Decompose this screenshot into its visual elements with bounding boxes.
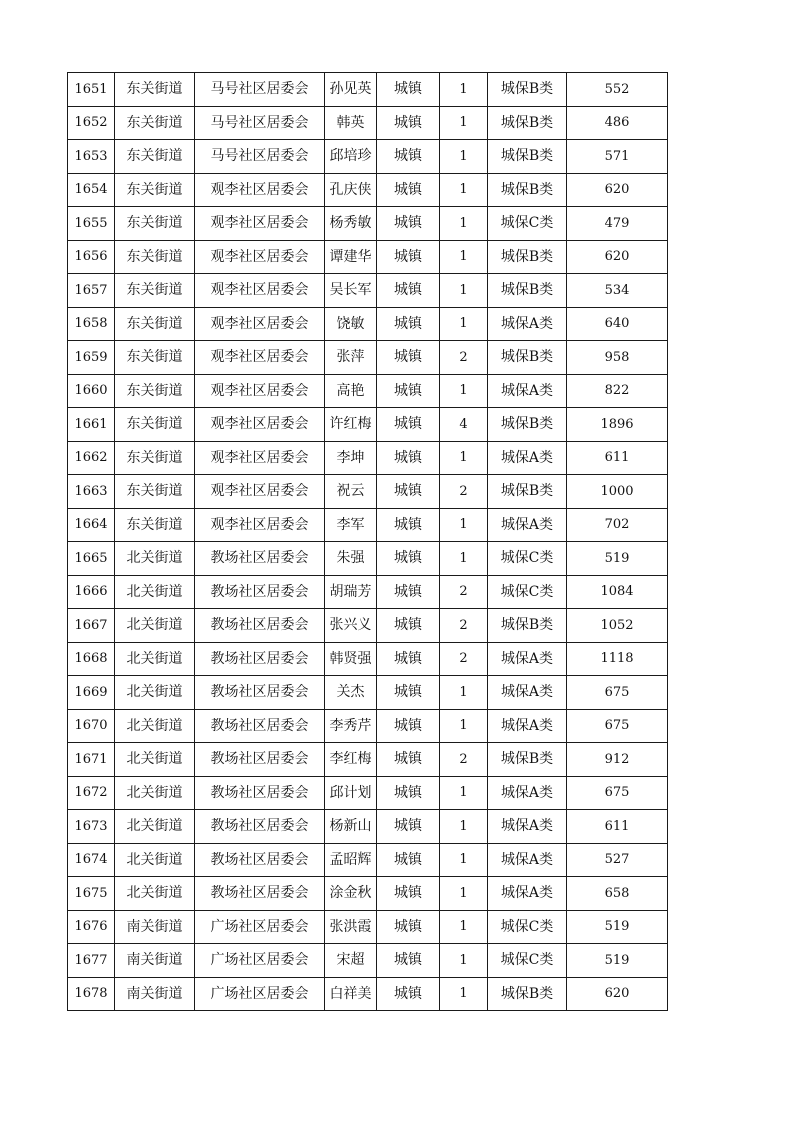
community-committee-cell: 教场社区居委会 [195, 843, 325, 877]
amount-cell: 1896 [567, 408, 668, 442]
community-committee-cell: 观李社区居委会 [195, 173, 325, 207]
amount-cell: 571 [567, 140, 668, 174]
community-committee-cell: 观李社区居委会 [195, 207, 325, 241]
table-row [68, 944, 668, 978]
street-cell: 北关街道 [115, 609, 195, 643]
row-number-cell: 1663 [68, 475, 115, 509]
household-count-cell: 2 [440, 642, 488, 676]
community-committee-cell: 观李社区居委会 [195, 341, 325, 375]
amount-cell: 1084 [567, 575, 668, 609]
area-type-cell: 城镇 [377, 274, 440, 308]
table-row [68, 776, 668, 810]
community-committee-cell: 教场社区居委会 [195, 642, 325, 676]
insurance-category-cell: 城保A类 [488, 642, 567, 676]
area-type-cell: 城镇 [377, 977, 440, 1011]
community-committee-cell: 观李社区居委会 [195, 307, 325, 341]
household-count-cell: 2 [440, 743, 488, 777]
street-cell: 东关街道 [115, 106, 195, 140]
amount-cell: 611 [567, 810, 668, 844]
row-number-cell: 1657 [68, 274, 115, 308]
street-cell: 东关街道 [115, 475, 195, 509]
insurance-category-cell: 城保A类 [488, 843, 567, 877]
insurance-category-cell: 城保A类 [488, 810, 567, 844]
amount-cell: 519 [567, 910, 668, 944]
amount-cell: 822 [567, 374, 668, 408]
name-cell: 祝云 [325, 475, 377, 509]
name-cell: 谭建华 [325, 240, 377, 274]
name-cell: 白祥美 [325, 977, 377, 1011]
insurance-category-cell: 城保C类 [488, 542, 567, 576]
area-type-cell: 城镇 [377, 709, 440, 743]
name-cell: 张兴义 [325, 609, 377, 643]
beneficiary-table [67, 72, 668, 1011]
community-committee-cell: 马号社区居委会 [195, 73, 325, 107]
community-committee-cell: 教场社区居委会 [195, 609, 325, 643]
table-row [68, 307, 668, 341]
community-committee-cell: 观李社区居委会 [195, 441, 325, 475]
table-row [68, 843, 668, 877]
area-type-cell: 城镇 [377, 676, 440, 710]
community-committee-cell: 观李社区居委会 [195, 475, 325, 509]
amount-cell: 1052 [567, 609, 668, 643]
household-count-cell: 1 [440, 307, 488, 341]
street-cell: 东关街道 [115, 73, 195, 107]
table-row [68, 810, 668, 844]
area-type-cell: 城镇 [377, 140, 440, 174]
insurance-category-cell: 城保B类 [488, 140, 567, 174]
insurance-category-cell: 城保A类 [488, 676, 567, 710]
row-number-cell: 1660 [68, 374, 115, 408]
street-cell: 南关街道 [115, 944, 195, 978]
street-cell: 北关街道 [115, 642, 195, 676]
table-row [68, 743, 668, 777]
table-row [68, 341, 668, 375]
row-number-cell: 1670 [68, 709, 115, 743]
area-type-cell: 城镇 [377, 542, 440, 576]
insurance-category-cell: 城保A类 [488, 877, 567, 911]
name-cell: 孟昭辉 [325, 843, 377, 877]
area-type-cell: 城镇 [377, 944, 440, 978]
amount-cell: 658 [567, 877, 668, 911]
street-cell: 北关街道 [115, 776, 195, 810]
street-cell: 东关街道 [115, 341, 195, 375]
insurance-category-cell: 城保C类 [488, 207, 567, 241]
insurance-category-cell: 城保B类 [488, 609, 567, 643]
community-committee-cell: 教场社区居委会 [195, 676, 325, 710]
name-cell: 李坤 [325, 441, 377, 475]
street-cell: 北关街道 [115, 877, 195, 911]
household-count-cell: 1 [440, 843, 488, 877]
amount-cell: 675 [567, 709, 668, 743]
household-count-cell: 1 [440, 877, 488, 911]
row-number-cell: 1673 [68, 810, 115, 844]
name-cell: 孔庆侠 [325, 173, 377, 207]
name-cell: 高艳 [325, 374, 377, 408]
table-row [68, 73, 668, 107]
area-type-cell: 城镇 [377, 642, 440, 676]
insurance-category-cell: 城保A类 [488, 374, 567, 408]
street-cell: 北关街道 [115, 575, 195, 609]
insurance-category-cell: 城保B类 [488, 240, 567, 274]
household-count-cell: 1 [440, 207, 488, 241]
street-cell: 北关街道 [115, 676, 195, 710]
area-type-cell: 城镇 [377, 207, 440, 241]
row-number-cell: 1654 [68, 173, 115, 207]
household-count-cell: 1 [440, 709, 488, 743]
row-number-cell: 1669 [68, 676, 115, 710]
row-number-cell: 1674 [68, 843, 115, 877]
street-cell: 东关街道 [115, 173, 195, 207]
name-cell: 关杰 [325, 676, 377, 710]
community-committee-cell: 教场社区居委会 [195, 542, 325, 576]
name-cell: 杨新山 [325, 810, 377, 844]
table-row [68, 106, 668, 140]
table-row [68, 709, 668, 743]
insurance-category-cell: 城保B类 [488, 341, 567, 375]
amount-cell: 519 [567, 542, 668, 576]
area-type-cell: 城镇 [377, 307, 440, 341]
street-cell: 北关街道 [115, 843, 195, 877]
amount-cell: 479 [567, 207, 668, 241]
area-type-cell: 城镇 [377, 877, 440, 911]
name-cell: 张洪霞 [325, 910, 377, 944]
insurance-category-cell: 城保C类 [488, 575, 567, 609]
household-count-cell: 1 [440, 676, 488, 710]
household-count-cell: 1 [440, 441, 488, 475]
community-committee-cell: 教场社区居委会 [195, 743, 325, 777]
row-number-cell: 1665 [68, 542, 115, 576]
household-count-cell: 1 [440, 106, 488, 140]
household-count-cell: 2 [440, 341, 488, 375]
street-cell: 东关街道 [115, 374, 195, 408]
table-row [68, 977, 668, 1011]
row-number-cell: 1651 [68, 73, 115, 107]
household-count-cell: 2 [440, 475, 488, 509]
table-row [68, 910, 668, 944]
community-committee-cell: 广场社区居委会 [195, 910, 325, 944]
street-cell: 南关街道 [115, 910, 195, 944]
table-row [68, 542, 668, 576]
table-body [68, 73, 668, 1011]
row-number-cell: 1653 [68, 140, 115, 174]
insurance-category-cell: 城保A类 [488, 307, 567, 341]
area-type-cell: 城镇 [377, 776, 440, 810]
street-cell: 东关街道 [115, 274, 195, 308]
name-cell: 饶敏 [325, 307, 377, 341]
area-type-cell: 城镇 [377, 374, 440, 408]
table-row [68, 240, 668, 274]
household-count-cell: 1 [440, 542, 488, 576]
street-cell: 东关街道 [115, 240, 195, 274]
table-row [68, 173, 668, 207]
row-number-cell: 1677 [68, 944, 115, 978]
amount-cell: 620 [567, 977, 668, 1011]
street-cell: 东关街道 [115, 207, 195, 241]
community-committee-cell: 马号社区居委会 [195, 140, 325, 174]
table-row [68, 374, 668, 408]
row-number-cell: 1658 [68, 307, 115, 341]
community-committee-cell: 观李社区居委会 [195, 274, 325, 308]
street-cell: 东关街道 [115, 508, 195, 542]
name-cell: 李秀芹 [325, 709, 377, 743]
name-cell: 涂金秋 [325, 877, 377, 911]
name-cell: 张萍 [325, 341, 377, 375]
street-cell: 东关街道 [115, 307, 195, 341]
household-count-cell: 1 [440, 140, 488, 174]
table-row [68, 508, 668, 542]
table-row [68, 475, 668, 509]
community-committee-cell: 观李社区居委会 [195, 408, 325, 442]
name-cell: 韩英 [325, 106, 377, 140]
street-cell: 东关街道 [115, 441, 195, 475]
insurance-category-cell: 城保B类 [488, 173, 567, 207]
name-cell: 吴长军 [325, 274, 377, 308]
street-cell: 东关街道 [115, 140, 195, 174]
row-number-cell: 1661 [68, 408, 115, 442]
table-row [68, 575, 668, 609]
amount-cell: 611 [567, 441, 668, 475]
amount-cell: 620 [567, 240, 668, 274]
name-cell: 杨秀敏 [325, 207, 377, 241]
row-number-cell: 1656 [68, 240, 115, 274]
area-type-cell: 城镇 [377, 609, 440, 643]
community-committee-cell: 教场社区居委会 [195, 776, 325, 810]
area-type-cell: 城镇 [377, 73, 440, 107]
name-cell: 邱培珍 [325, 140, 377, 174]
row-number-cell: 1678 [68, 977, 115, 1011]
household-count-cell: 1 [440, 776, 488, 810]
row-number-cell: 1662 [68, 441, 115, 475]
name-cell: 宋超 [325, 944, 377, 978]
row-number-cell: 1666 [68, 575, 115, 609]
street-cell: 北关街道 [115, 810, 195, 844]
insurance-category-cell: 城保A类 [488, 441, 567, 475]
community-committee-cell: 观李社区居委会 [195, 508, 325, 542]
household-count-cell: 1 [440, 240, 488, 274]
amount-cell: 1118 [567, 642, 668, 676]
amount-cell: 552 [567, 73, 668, 107]
insurance-category-cell: 城保B类 [488, 743, 567, 777]
area-type-cell: 城镇 [377, 240, 440, 274]
amount-cell: 958 [567, 341, 668, 375]
amount-cell: 534 [567, 274, 668, 308]
name-cell: 胡瑞芳 [325, 575, 377, 609]
area-type-cell: 城镇 [377, 173, 440, 207]
area-type-cell: 城镇 [377, 408, 440, 442]
amount-cell: 1000 [567, 475, 668, 509]
name-cell: 韩贤强 [325, 642, 377, 676]
household-count-cell: 1 [440, 173, 488, 207]
household-count-cell: 2 [440, 575, 488, 609]
community-committee-cell: 观李社区居委会 [195, 374, 325, 408]
household-count-cell: 2 [440, 609, 488, 643]
table-row [68, 274, 668, 308]
name-cell: 许红梅 [325, 408, 377, 442]
area-type-cell: 城镇 [377, 575, 440, 609]
area-type-cell: 城镇 [377, 441, 440, 475]
amount-cell: 702 [567, 508, 668, 542]
row-number-cell: 1672 [68, 776, 115, 810]
row-number-cell: 1664 [68, 508, 115, 542]
household-count-cell: 1 [440, 508, 488, 542]
name-cell: 邱计划 [325, 776, 377, 810]
community-committee-cell: 教场社区居委会 [195, 575, 325, 609]
household-count-cell: 1 [440, 810, 488, 844]
row-number-cell: 1655 [68, 207, 115, 241]
street-cell: 北关街道 [115, 542, 195, 576]
area-type-cell: 城镇 [377, 910, 440, 944]
street-cell: 东关街道 [115, 408, 195, 442]
insurance-category-cell: 城保A类 [488, 709, 567, 743]
amount-cell: 640 [567, 307, 668, 341]
amount-cell: 912 [567, 743, 668, 777]
amount-cell: 675 [567, 776, 668, 810]
street-cell: 北关街道 [115, 743, 195, 777]
household-count-cell: 1 [440, 374, 488, 408]
area-type-cell: 城镇 [377, 843, 440, 877]
table-row [68, 642, 668, 676]
street-cell: 南关街道 [115, 977, 195, 1011]
row-number-cell: 1671 [68, 743, 115, 777]
table-row [68, 207, 668, 241]
household-count-cell: 4 [440, 408, 488, 442]
insurance-category-cell: 城保B类 [488, 408, 567, 442]
table-row [68, 408, 668, 442]
table-row [68, 676, 668, 710]
community-committee-cell: 广场社区居委会 [195, 944, 325, 978]
household-count-cell: 1 [440, 73, 488, 107]
insurance-category-cell: 城保B类 [488, 977, 567, 1011]
insurance-category-cell: 城保B类 [488, 73, 567, 107]
amount-cell: 486 [567, 106, 668, 140]
insurance-category-cell: 城保B类 [488, 475, 567, 509]
area-type-cell: 城镇 [377, 743, 440, 777]
name-cell: 孙见英 [325, 73, 377, 107]
row-number-cell: 1668 [68, 642, 115, 676]
amount-cell: 620 [567, 173, 668, 207]
insurance-category-cell: 城保C类 [488, 944, 567, 978]
area-type-cell: 城镇 [377, 341, 440, 375]
area-type-cell: 城镇 [377, 106, 440, 140]
insurance-category-cell: 城保B类 [488, 274, 567, 308]
amount-cell: 527 [567, 843, 668, 877]
amount-cell: 519 [567, 944, 668, 978]
household-count-cell: 1 [440, 977, 488, 1011]
community-committee-cell: 教场社区居委会 [195, 877, 325, 911]
area-type-cell: 城镇 [377, 508, 440, 542]
name-cell: 朱强 [325, 542, 377, 576]
insurance-category-cell: 城保A类 [488, 508, 567, 542]
table-row [68, 441, 668, 475]
community-committee-cell: 观李社区居委会 [195, 240, 325, 274]
insurance-category-cell: 城保C类 [488, 910, 567, 944]
row-number-cell: 1676 [68, 910, 115, 944]
community-committee-cell: 教场社区居委会 [195, 810, 325, 844]
community-committee-cell: 广场社区居委会 [195, 977, 325, 1011]
insurance-category-cell: 城保B类 [488, 106, 567, 140]
household-count-cell: 1 [440, 944, 488, 978]
row-number-cell: 1667 [68, 609, 115, 643]
area-type-cell: 城镇 [377, 810, 440, 844]
community-committee-cell: 教场社区居委会 [195, 709, 325, 743]
insurance-category-cell: 城保A类 [488, 776, 567, 810]
community-committee-cell: 马号社区居委会 [195, 106, 325, 140]
amount-cell: 675 [567, 676, 668, 710]
row-number-cell: 1659 [68, 341, 115, 375]
household-count-cell: 1 [440, 274, 488, 308]
table-row [68, 140, 668, 174]
household-count-cell: 1 [440, 910, 488, 944]
area-type-cell: 城镇 [377, 475, 440, 509]
table-row [68, 609, 668, 643]
row-number-cell: 1675 [68, 877, 115, 911]
table-row [68, 877, 668, 911]
street-cell: 北关街道 [115, 709, 195, 743]
name-cell: 李军 [325, 508, 377, 542]
name-cell: 李红梅 [325, 743, 377, 777]
row-number-cell: 1652 [68, 106, 115, 140]
